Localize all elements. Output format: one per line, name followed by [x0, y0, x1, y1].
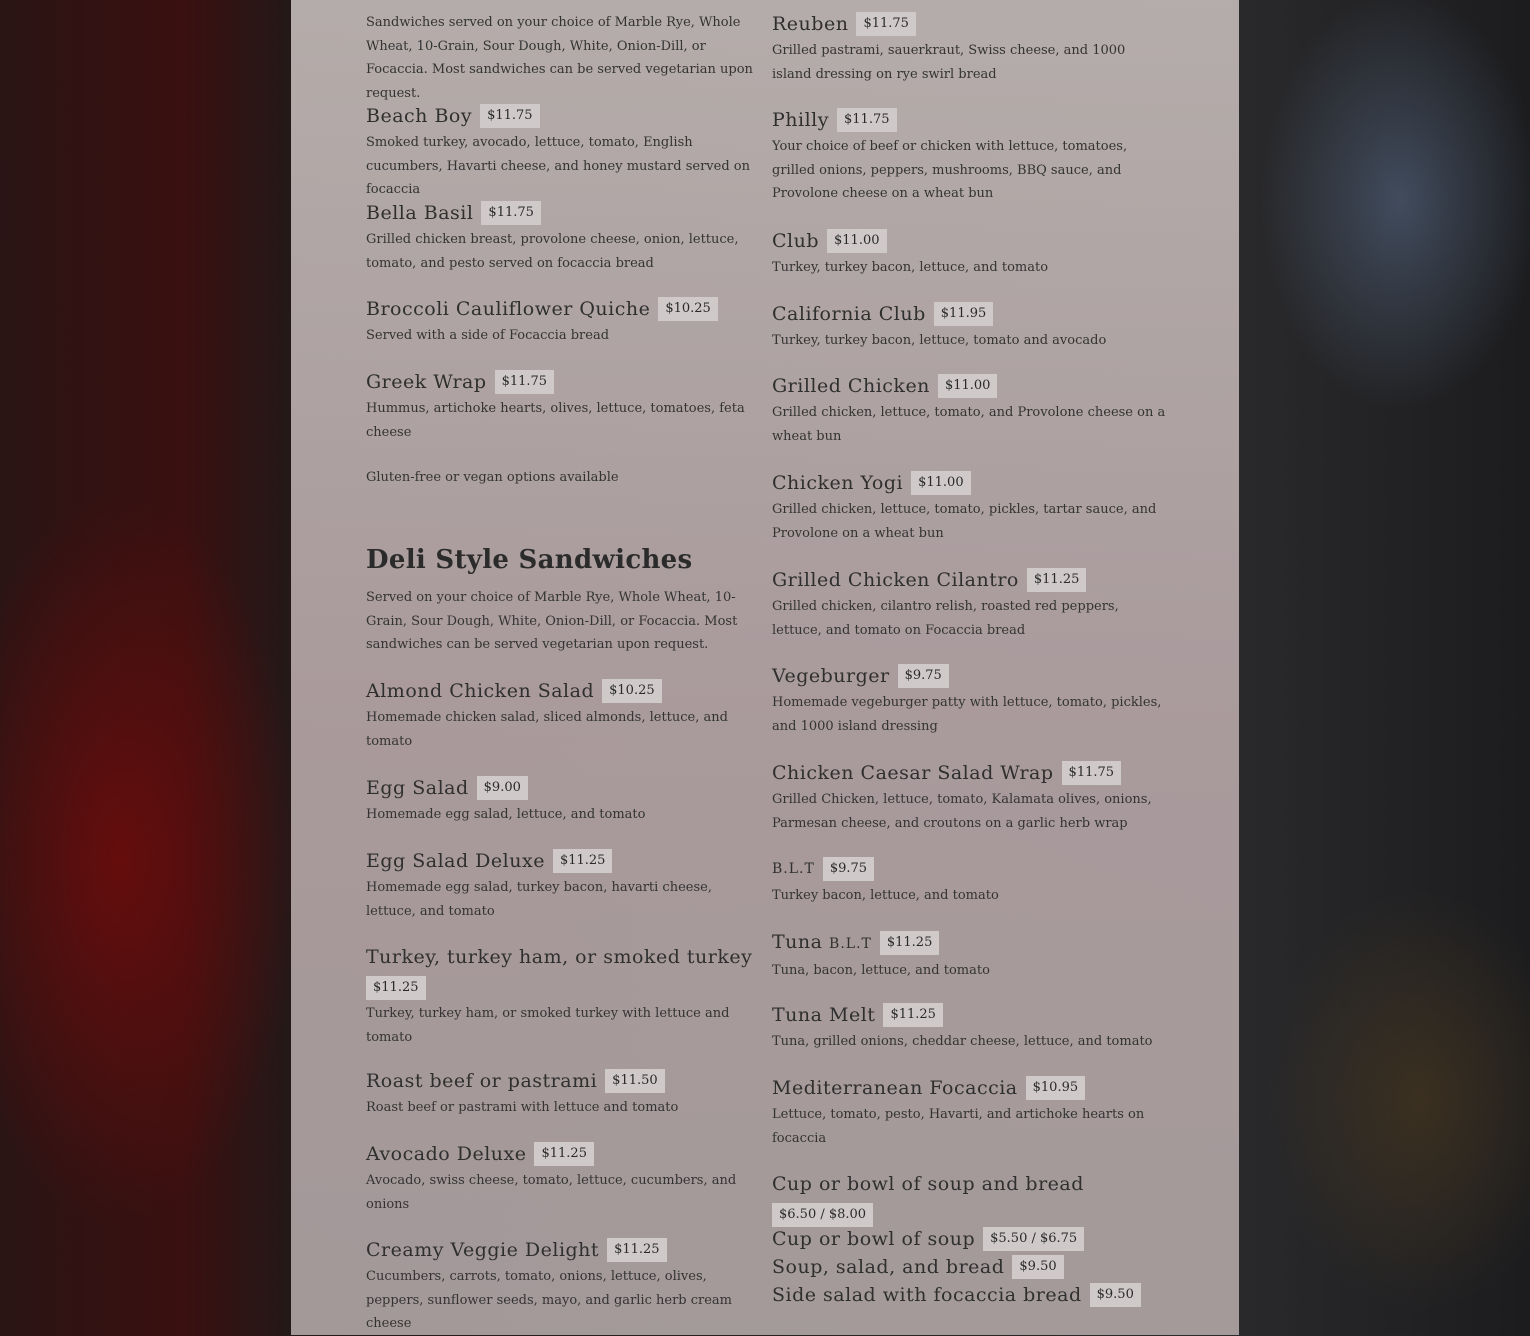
- item-price: $11.25: [880, 931, 940, 955]
- item-price: $11.95: [934, 302, 994, 326]
- soup-name: Side salad with focaccia bread: [772, 1284, 1082, 1306]
- item-price: $10.25: [658, 297, 718, 321]
- item-name: Egg Salad Deluxe: [366, 850, 545, 872]
- item-description: Turkey, turkey ham, or smoked turkey with lettuce and tomato: [366, 1006, 730, 1045]
- item-description: Homemade chicken salad, sliced almonds, lettuce, and tomato: [366, 710, 728, 749]
- item-description: Hummus, artichoke hearts, olives, lettuce, tomatoes, feta cheese: [366, 401, 745, 440]
- item-name: Tuna Melt: [772, 1004, 876, 1026]
- menu-item: [772, 1002, 1167, 1054]
- item-description: Avocado, swiss cheese, tomato, lettuce, cucumbers, and onions: [366, 1173, 737, 1212]
- item-price: $11.25: [607, 1238, 667, 1262]
- item-description: Tuna, bacon, lettuce, and tomato: [772, 963, 990, 978]
- item-name: Turkey, turkey ham, or smoked turkey: [366, 946, 753, 968]
- menu-item: [366, 1141, 758, 1216]
- specialty-intro: Sandwiches served on your choice of Marble Rye, Whole Wheat, 10-Grain, Sour Dough, White, Onion-Dill, or Focaccia. Most sandwiches can be served vegetarian upon request.: [366, 15, 753, 101]
- item-name: Egg Salad: [366, 777, 469, 799]
- item-description: Grilled chicken breast, provolone cheese, onion, lettuce, tomato, and pesto served on focaccia bread: [366, 232, 739, 271]
- menu-item: [772, 1075, 1167, 1150]
- item-description: Grilled Chicken, lettuce, tomato, Kalamata olives, onions, Parmesan cheese, and croutons on a garlic herb wrap: [772, 792, 1152, 831]
- item-name: Roast beef or pastrami: [366, 1070, 598, 1092]
- item-description: Homemade egg salad, lettuce, and tomato: [366, 807, 646, 822]
- item-price: $11.00: [938, 374, 998, 398]
- item-description: Grilled pastrami, sauerkraut, Swiss cheese, and 1000 island dressing on rye swirl bread: [772, 43, 1126, 82]
- item-description: Your choice of beef or chicken with lettuce, tomatoes, grilled onions, peppers, mushrooms, BBQ sauce, and Provolone cheese on a wheat bun: [772, 139, 1128, 201]
- item-name: Almond Chicken Salad: [366, 680, 595, 702]
- item-description: Roast beef or pastrami with lettuce and tomato: [366, 1100, 679, 1115]
- soup-item: [772, 1225, 1167, 1253]
- soup-price: $6.50 / $8.00: [772, 1203, 873, 1227]
- item-description: Lettuce, tomato, pesto, Havarti, and artichoke hearts on focaccia: [772, 1107, 1145, 1146]
- menu-item: [366, 369, 758, 444]
- item-name-suffix: B.L.T: [829, 936, 872, 952]
- menu-item: [772, 107, 1167, 206]
- menu-panel: [291, 0, 1239, 1335]
- menu-item: [772, 11, 1167, 86]
- menu-item: [366, 1068, 758, 1120]
- item-description: Turkey bacon, lettuce, and tomato: [772, 888, 999, 903]
- item-price: $11.25: [883, 1003, 943, 1027]
- soup-price: $9.50: [1012, 1255, 1063, 1279]
- menu-item: [772, 760, 1167, 835]
- item-price: $11.75: [1062, 761, 1122, 785]
- item-description: Grilled chicken, lettuce, tomato, and Provolone cheese on a wheat bun: [772, 405, 1166, 444]
- item-description: Served with a side of Focaccia bread: [366, 328, 610, 343]
- item-price: $11.75: [480, 104, 540, 128]
- soup-item: [772, 1281, 1167, 1309]
- menu-item: [772, 663, 1167, 738]
- item-price: $9.00: [477, 776, 528, 800]
- item-price: $11.25: [553, 849, 613, 873]
- item-name: Philly: [772, 109, 829, 131]
- deli-intro: Served on your choice of Marble Rye, Whole Wheat, 10-Grain, Sour Dough, White, Onion-Dill, or Focaccia. Most sandwiches can be served vegetarian upon request.: [366, 590, 738, 652]
- menu-item: [366, 775, 758, 827]
- menu-item: [772, 228, 1167, 280]
- item-price: $10.25: [602, 679, 662, 703]
- item-price: $11.50: [605, 1069, 665, 1093]
- soup-item: [772, 1253, 1167, 1281]
- item-description: Turkey, turkey bacon, lettuce, tomato and avocado: [772, 333, 1107, 348]
- item-price: $9.75: [823, 857, 874, 881]
- menu-item: [366, 103, 758, 202]
- menu-item: [772, 567, 1167, 642]
- item-price: $9.75: [898, 664, 949, 688]
- soup-price: $9.50: [1090, 1283, 1141, 1307]
- soup-name: Cup or bowl of soup: [772, 1228, 976, 1250]
- item-price: $11.75: [856, 12, 916, 36]
- item-description: Cucumbers, carrots, tomato, onions, lettuce, olives, peppers, sunflower seeds, mayo, and garlic herb cream cheese: [366, 1269, 733, 1331]
- item-name: Mediterranean Focaccia: [772, 1077, 1018, 1099]
- item-price: $10.95: [1026, 1076, 1086, 1100]
- item-name: B.L.T: [772, 861, 815, 877]
- item-name: Creamy Veggie Delight: [366, 1239, 600, 1261]
- item-name: Greek Wrap: [366, 371, 487, 393]
- menu-item: [366, 848, 758, 923]
- item-name: Bella Basil: [366, 202, 474, 224]
- item-price: $11.25: [534, 1142, 594, 1166]
- menu-item: [772, 929, 1167, 983]
- item-name: Chicken Caesar Salad Wrap: [772, 762, 1054, 784]
- item-name: Grilled Chicken: [772, 375, 930, 397]
- item-name: Beach Boy: [366, 105, 473, 127]
- item-price: $11.00: [827, 229, 887, 253]
- item-description: Tuna, grilled onions, cheddar cheese, lettuce, and tomato: [772, 1034, 1153, 1049]
- item-price: $11.75: [837, 108, 897, 132]
- section-title: Deli Style Sandwiches: [366, 545, 693, 575]
- item-name: Grilled Chicken Cilantro: [772, 569, 1019, 591]
- item-price: $11.25: [1027, 568, 1087, 592]
- item-name: [772, 929, 872, 957]
- item-description: Homemade vegeburger patty with lettuce, tomato, pickles, and 1000 island dressing: [772, 695, 1162, 734]
- item-description: Homemade egg salad, turkey bacon, havarti cheese, lettuce, and tomato: [366, 880, 712, 919]
- item-description: Smoked turkey, avocado, lettuce, tomato, English cucumbers, Havarti cheese, and honey mustard served on focaccia: [366, 135, 750, 197]
- item-description: Turkey, turkey bacon, lettuce, and tomato: [772, 260, 1049, 275]
- menu-item: [366, 678, 758, 753]
- item-description: Grilled chicken, lettuce, tomato, pickles, tartar sauce, and Provolone on a wheat bun: [772, 502, 1157, 541]
- menu-item: [772, 470, 1167, 545]
- item-name: Avocado Deluxe: [366, 1143, 527, 1165]
- soup-name: Soup, salad, and bread: [772, 1256, 1005, 1278]
- menu-item: [772, 373, 1167, 448]
- item-price: $11.75: [481, 201, 541, 225]
- item-name: Chicken Yogi: [772, 472, 904, 494]
- soup-price: $5.50 / $6.75: [983, 1227, 1084, 1251]
- soup-name: Cup or bowl of soup and bread: [772, 1173, 1084, 1195]
- item-name: Broccoli Cauliflower Quiche: [366, 298, 651, 320]
- item-price: $11.00: [911, 471, 971, 495]
- menu-item: [772, 856, 1167, 908]
- menu-item: [366, 944, 758, 1049]
- item-price: $11.25: [366, 976, 426, 1000]
- item-name: California Club: [772, 303, 926, 325]
- soup-item: [772, 1171, 1167, 1227]
- menu-item: [366, 296, 758, 348]
- menu-item: [366, 200, 758, 275]
- item-name: Club: [772, 230, 820, 252]
- menu-item: [772, 301, 1167, 353]
- item-name: Reuben: [772, 13, 849, 35]
- menu-item: [366, 1237, 758, 1336]
- item-description: Grilled chicken, cilantro relish, roasted red peppers, lettuce, and tomato on Focaccia bread: [772, 599, 1119, 638]
- item-name: Vegeburger: [772, 665, 890, 687]
- item-price: $11.75: [495, 370, 555, 394]
- item-name-main: Tuna: [772, 931, 823, 953]
- dietary-note: Gluten-free or vegan options available: [366, 470, 619, 485]
